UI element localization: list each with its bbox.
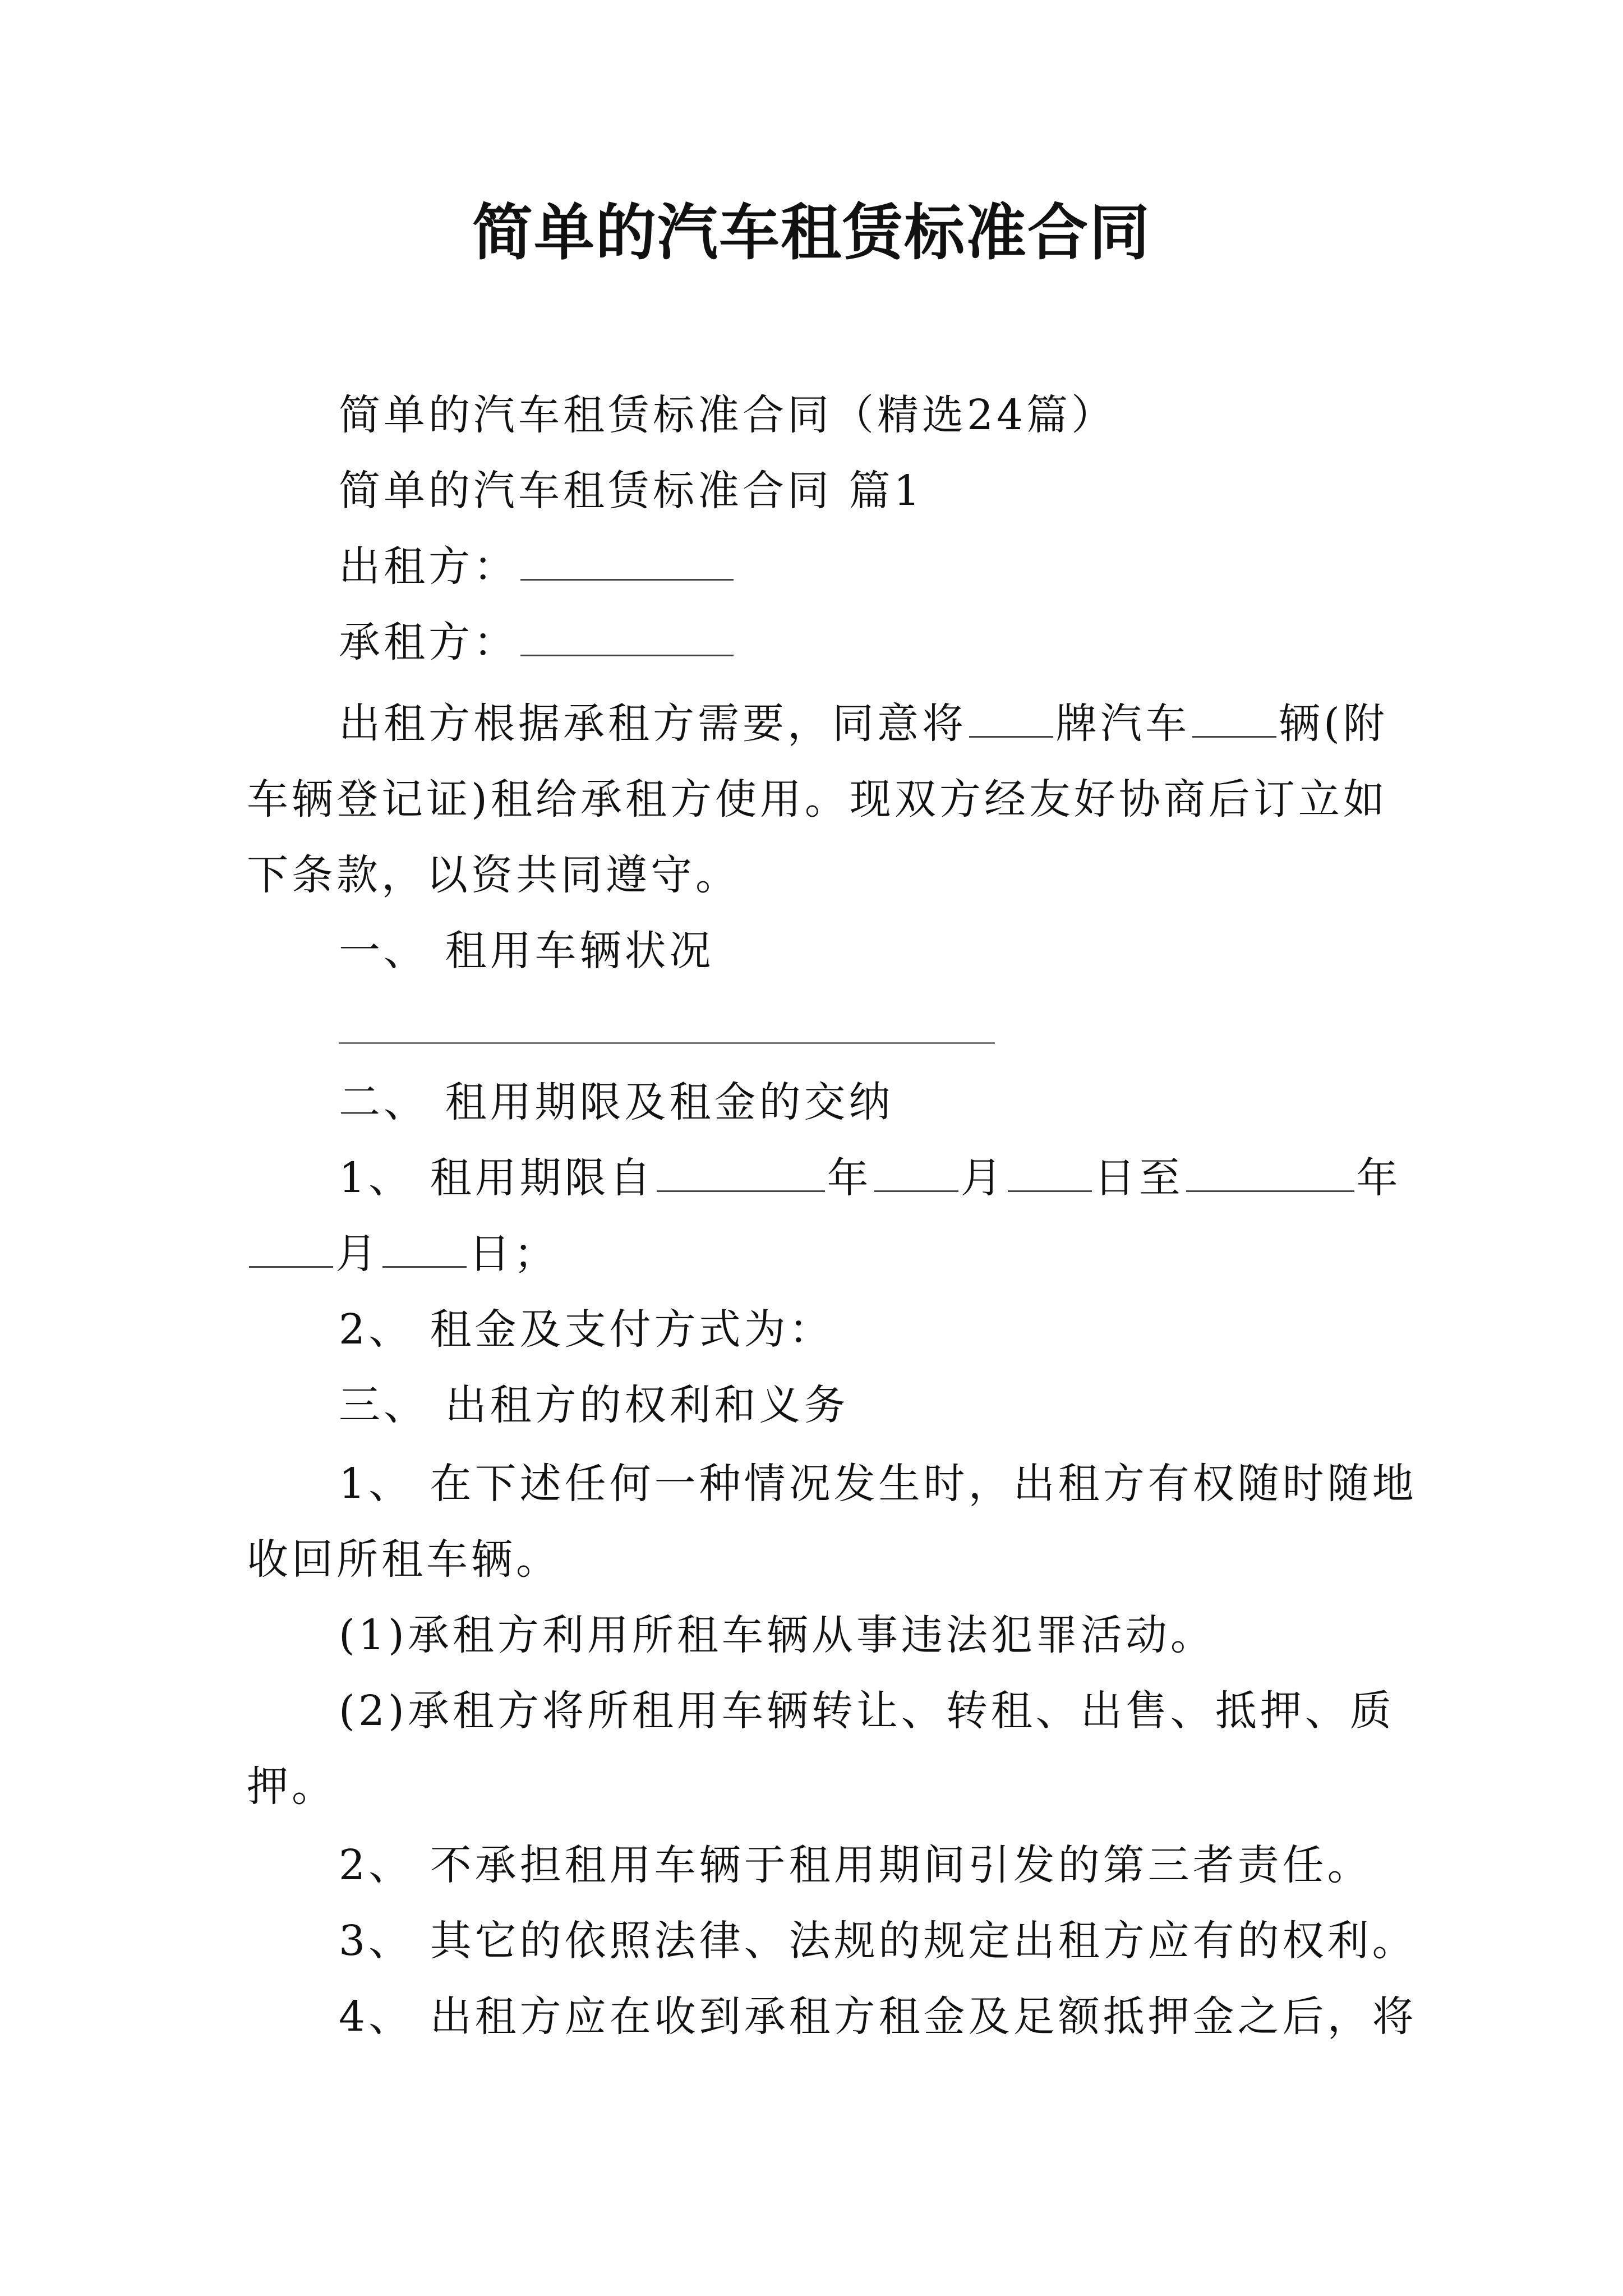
item-2-1-seg-6: 月 bbox=[335, 1230, 380, 1278]
document-subtitle: 简单的汽车租赁标准合同（精选24篇） bbox=[339, 391, 1117, 439]
document-title: 简单的汽车租赁标准合同 bbox=[472, 197, 1151, 268]
part-heading: 简单的汽车租赁标准合同 篇1 bbox=[339, 467, 924, 515]
item-3-1-line-1: 1、 在下述任何一种情况发生时，出租方有权随时随地 bbox=[339, 1460, 1417, 1508]
item-3-2: 2、 不承担租用车辆于租用期间引发的第三者责任。 bbox=[339, 1841, 1372, 1889]
lessee-blank bbox=[520, 615, 734, 656]
start-month-blank bbox=[874, 1151, 958, 1192]
item-3-4: 4、 出租方应在收到承租方租金及足额抵押金之后，将 bbox=[339, 1993, 1417, 2041]
intro-seg-3: 辆(附 bbox=[1279, 700, 1388, 748]
item-2-1-seg-3: 月 bbox=[960, 1154, 1006, 1202]
item-2-1-seg-7: 日； bbox=[469, 1230, 559, 1278]
intro-line-2: 车辆登记证)租给承租方使用。现双方经友好协商后订立如 bbox=[247, 775, 1388, 823]
item-3-1-line-2: 收回所租车辆。 bbox=[247, 1535, 561, 1584]
item-2-1-line-2 bbox=[247, 1226, 559, 1282]
lessor-blank bbox=[520, 540, 734, 581]
lessee-line bbox=[339, 614, 736, 670]
vehicle-count-blank bbox=[1192, 697, 1276, 738]
lessee-label: 承租方： bbox=[339, 618, 518, 666]
item-2-1-seg-2: 年 bbox=[827, 1154, 872, 1202]
end-month-blank bbox=[249, 1227, 333, 1268]
item-2-2: 2、 租金及支付方式为： bbox=[339, 1305, 834, 1354]
section-2-heading: 二、 租用期限及租金的交纳 bbox=[339, 1078, 894, 1126]
intro-seg-2: 牌汽车 bbox=[1055, 700, 1190, 748]
item-3-3: 3、 其它的依照法律、法规的规定出租方应有的权利。 bbox=[339, 1917, 1417, 1965]
start-year-blank bbox=[657, 1151, 825, 1192]
start-day-blank bbox=[1008, 1151, 1092, 1192]
lessor-line bbox=[339, 539, 736, 595]
item-3-1-b-line-1: (2)承租方将所租用车辆转让、转租、出售、抵押、质 bbox=[339, 1687, 1395, 1735]
section-1-heading: 一、 租用车辆状况 bbox=[339, 927, 714, 975]
item-3-1-b-line-2: 押。 bbox=[247, 1763, 336, 1811]
item-3-1-a: (1)承租方利用所租车辆从事违法犯罪活动。 bbox=[339, 1611, 1215, 1659]
item-2-1-seg-5: 年 bbox=[1356, 1154, 1401, 1202]
item-2-1-seg-1: 1、 租用期限自 bbox=[339, 1154, 654, 1202]
intro-line-3: 下条款，以资共同遵守。 bbox=[247, 851, 740, 899]
plate-blank bbox=[969, 697, 1053, 738]
end-year-blank bbox=[1186, 1151, 1354, 1192]
lessor-label: 出租方： bbox=[339, 542, 518, 591]
item-2-1-seg-4: 日至 bbox=[1094, 1154, 1184, 1202]
item-2-1-line-1 bbox=[339, 1150, 1401, 1206]
end-day-blank bbox=[382, 1227, 467, 1268]
section-3-heading: 三、 出租方的权利和义务 bbox=[339, 1381, 849, 1429]
intro-line-1 bbox=[339, 696, 1388, 752]
vehicle-condition-blank bbox=[339, 1042, 995, 1044]
intro-seg-1: 出租方根据承租方需要，同意将 bbox=[339, 700, 967, 748]
